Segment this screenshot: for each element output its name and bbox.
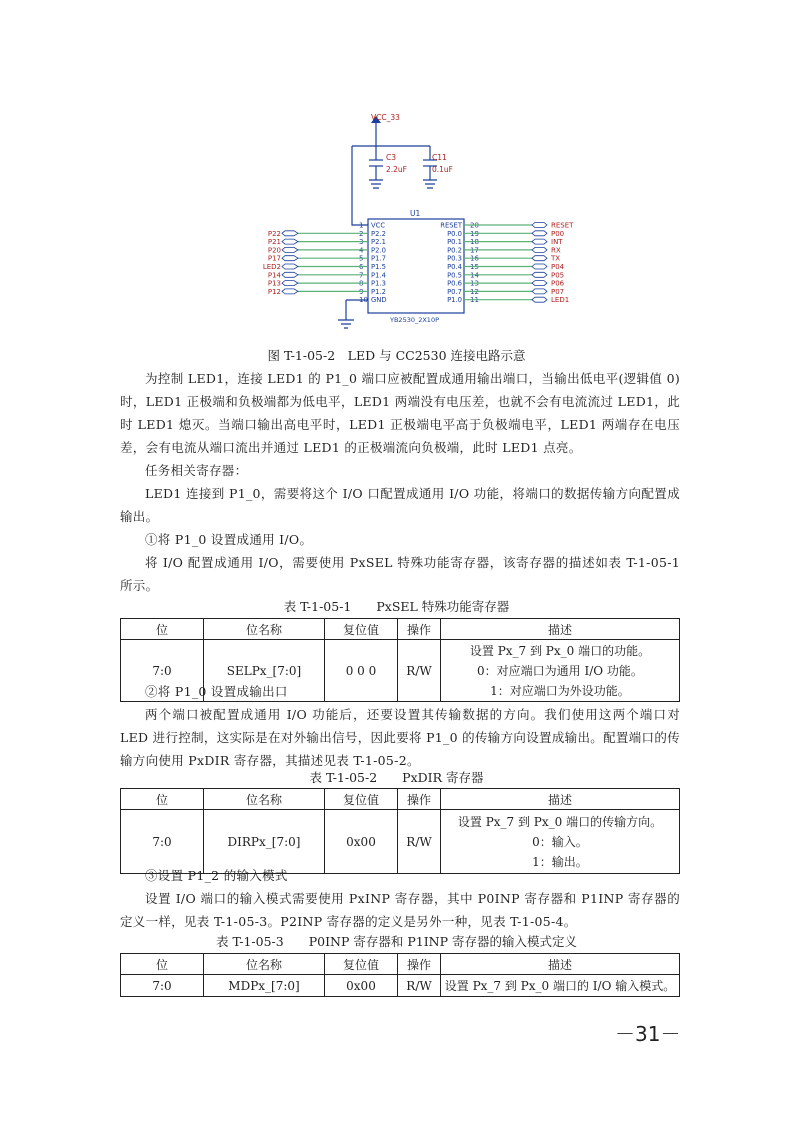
- table1-reset: 0 0 0: [325, 640, 398, 702]
- c3-value: 2.2uF: [386, 165, 407, 174]
- net-label: P07: [551, 287, 565, 296]
- net-port: [532, 223, 547, 228]
- pin-number: 19: [470, 229, 479, 238]
- pin-name: P0.1: [447, 238, 462, 247]
- pin-name: P2.0: [371, 246, 386, 255]
- pin-name: P0.4: [447, 263, 462, 271]
- paragraph-2: 任务相关寄存器：: [145, 463, 248, 478]
- net-port: [532, 239, 547, 244]
- table2-name: DIRPx_[7:0]: [204, 810, 325, 874]
- paragraph-7: 两个端口被配置成通用 I/O 功能后，还要设置其传输数据的方向。我们使用这两个端口对 LED 进行控制，这实际是在对外输出信号，因此要将 P1_0 的传输方向设置成输出。配置端口的传输方向使用 PxDIR 寄存器，其描述见表 T-1-05-2。: [120, 707, 680, 768]
- pin-number: 17: [470, 246, 479, 255]
- table1-header-desc: 描述: [441, 619, 680, 640]
- net-port: [532, 264, 547, 269]
- net-port: [282, 281, 298, 286]
- table3-name: MDPx_[7:0]: [204, 975, 325, 997]
- table2-reset: 0x00: [325, 810, 398, 874]
- net-label: P14: [267, 271, 281, 280]
- net-port: [282, 231, 298, 236]
- c11-value: 0.1uF: [432, 165, 453, 174]
- table2-caption: 表 T-1-05-2 PxDIR 寄存器: [309, 770, 484, 785]
- net-port: [282, 247, 298, 252]
- pin-number: 10: [359, 296, 368, 305]
- net-label: P13: [267, 279, 281, 288]
- pin-number: 20: [470, 221, 479, 230]
- table2-desc-line: 1：输出。: [532, 854, 588, 869]
- net-label: P12: [267, 287, 281, 296]
- paragraph-3: LED1 连接到 P1_0，需要将这个 I/O 口配置成通用 I/O 功能，将端口的数据传输方向配置成输出。: [120, 486, 680, 524]
- table1-desc-line: 1：对应端口为外设功能。: [490, 683, 630, 698]
- pin-number: 9: [359, 287, 364, 296]
- pin-name: P0.0: [447, 229, 462, 238]
- pin-number: 14: [470, 271, 479, 280]
- table1-header-bit: 位: [121, 619, 204, 640]
- table3-header-bit: 位: [121, 954, 204, 975]
- net-port: [532, 281, 547, 286]
- net-label: P04: [551, 263, 565, 271]
- table1-header-reset: 复位值: [325, 619, 398, 640]
- table1-op: R/W: [398, 640, 441, 702]
- paragraph-1: 为控制 LED1，连接 LED1 的 P1_0 端口应被配置成通用输出端口，当输出低电平(逻辑值 0)时，LED1 正极端和负极端都为低电平，LED1 两端没有电压差，也就不会有电流流过 LED1，此时 LED1 熄灭。当端口输出高电平时，LED1 正极端电平高于负极端电平，LED1 两端存在电压差，会有电流从端口流出并通过 LED1 的正极端流向负极端，此时 LED1 点亮。: [120, 371, 680, 455]
- pin-number: 15: [470, 263, 479, 271]
- table3-bit: 7:0: [121, 975, 204, 997]
- pin-number: 13: [470, 279, 479, 288]
- net-port: [282, 264, 298, 269]
- net-port: [282, 272, 298, 277]
- net-port: [532, 297, 547, 302]
- paragraph-8: ③设置 P1_2 的输入模式: [145, 868, 288, 883]
- pin-number: 4: [359, 246, 364, 255]
- pin-name: P1.5: [371, 263, 386, 271]
- table3-op: R/W: [398, 975, 441, 997]
- vcc-label: VCC_33: [371, 113, 400, 122]
- pin-name: P0.2: [447, 246, 462, 255]
- table-pxinp: [120, 953, 680, 997]
- table3-header-name: 位名称: [204, 954, 325, 975]
- pin-number: 7: [359, 271, 364, 280]
- net-port: [282, 239, 298, 244]
- table3-header-op: 操作: [398, 954, 441, 975]
- page-number: －31－: [615, 1022, 681, 1046]
- table1-desc-line: 0：对应端口为通用 I/O 功能。: [477, 663, 643, 678]
- pin-name: P1.4: [371, 271, 386, 280]
- paragraph-6: ②将 P1_0 设置成输出口: [145, 684, 288, 699]
- pin-name: P1.0: [447, 296, 462, 305]
- pin-name: P0.6: [447, 279, 462, 288]
- pin-number: 6: [359, 263, 364, 271]
- pin-name: P2.1: [371, 238, 386, 247]
- chip-part: YB2530_2X10P: [390, 316, 440, 324]
- table2-header-name: 位名称: [204, 789, 325, 810]
- net-label: P17: [267, 254, 281, 263]
- net-port: [532, 247, 547, 252]
- net-label: P06: [551, 279, 565, 288]
- pin-name: GND: [371, 296, 387, 305]
- table1-caption: 表 T-1-05-1 PxSEL 特殊功能寄存器: [283, 599, 510, 614]
- chip-ref: U1: [410, 209, 421, 218]
- pin-number: 16: [470, 254, 479, 263]
- figure-caption: 图 T-1-05-2 LED 与 CC2530 连接电路示意: [267, 348, 526, 363]
- pin-number: 2: [359, 229, 364, 238]
- table3-desc: 设置 Px_7 到 Px_0 端口的 I/O 输入模式。: [441, 975, 680, 997]
- net-label: TX: [551, 254, 561, 263]
- pin-name: P1.3: [371, 279, 386, 288]
- table2-desc-line: 设置 Px_7 到 Px_0 端口的传输方向。: [457, 814, 663, 829]
- pin-name: P0.3: [447, 254, 462, 263]
- table-pxdir: [120, 788, 680, 874]
- c3-label: C3: [386, 153, 397, 162]
- net-label: LED1: [551, 296, 570, 305]
- table1-bit: 7:0: [121, 640, 204, 702]
- net-label: P00: [551, 229, 565, 238]
- paragraph-9: 设置 I/O 端口的输入模式需要使用 PxINP 寄存器，其中 P0INP 寄存器和 P1INP 寄存器的定义一样，见表 T-1-05-3。P2INP 寄存器的定义是另外一种，见表 T-1-05-4。: [120, 891, 680, 929]
- net-port: [282, 256, 298, 261]
- net-port: [532, 256, 547, 261]
- table2-desc-line: 0：输入。: [532, 834, 588, 849]
- table1-header-op: 操作: [398, 619, 441, 640]
- pin-number: 11: [470, 296, 479, 305]
- pin-name: P0.7: [447, 287, 462, 296]
- pin-name: P2.2: [371, 229, 386, 238]
- pin-number: 1: [359, 221, 364, 230]
- pin-name: P1.2: [371, 287, 386, 296]
- paragraph-4: ①将 P1_0 设置成通用 I/O。: [145, 532, 313, 547]
- net-label: RX: [551, 246, 561, 255]
- pin-number: 8: [359, 279, 364, 288]
- table1-desc-line: 设置 Px_7 到 Px_0 端口的功能。: [469, 643, 651, 658]
- table3-caption: 表 T-1-05-3 P0INP 寄存器和 P1INP 寄存器的输入模式定义: [216, 934, 577, 949]
- pin-number: 18: [470, 238, 479, 247]
- table2-header-desc: 描述: [441, 789, 680, 810]
- table2-bit: 7:0: [121, 810, 204, 874]
- table3-header-desc: 描述: [441, 954, 680, 975]
- pin-number: 3: [359, 238, 364, 247]
- net-label: INT: [551, 238, 563, 247]
- paragraph-5: 将 I/O 配置成通用 I/O，需要使用 PxSEL 特殊功能寄存器，该寄存器的描述如表 T-1-05-1 所示。: [120, 555, 680, 593]
- pin-number: 12: [470, 287, 479, 296]
- net-label: P20: [267, 246, 281, 255]
- c11-label: C11: [432, 153, 447, 162]
- net-label: P22: [267, 229, 281, 238]
- net-port: [532, 231, 547, 236]
- chip-pins: [263, 222, 574, 305]
- circuit-schematic: [0, 0, 793, 345]
- table2-op: R/W: [398, 810, 441, 874]
- table3-reset: 0x00: [325, 975, 398, 997]
- pin-number: 5: [359, 254, 364, 263]
- net-label: P21: [267, 238, 281, 247]
- pin-name: RESET: [440, 221, 462, 230]
- table1-name: SELPx_[7:0]: [204, 640, 325, 702]
- net-port: [282, 289, 298, 294]
- table1-header-name: 位名称: [204, 619, 325, 640]
- table2-header-op: 操作: [398, 789, 441, 810]
- table3-header-reset: 复位值: [325, 954, 398, 975]
- pin-name: VCC: [371, 221, 386, 230]
- pin-name: P1.7: [371, 254, 386, 263]
- pin-name: P0.5: [447, 271, 462, 280]
- net-port: [532, 289, 547, 294]
- table2-header-bit: 位: [121, 789, 204, 810]
- net-port: [532, 272, 547, 277]
- net-label: RESET: [551, 221, 574, 230]
- net-label: LED2: [262, 263, 281, 271]
- table2-header-reset: 复位值: [325, 789, 398, 810]
- net-label: P05: [551, 271, 565, 280]
